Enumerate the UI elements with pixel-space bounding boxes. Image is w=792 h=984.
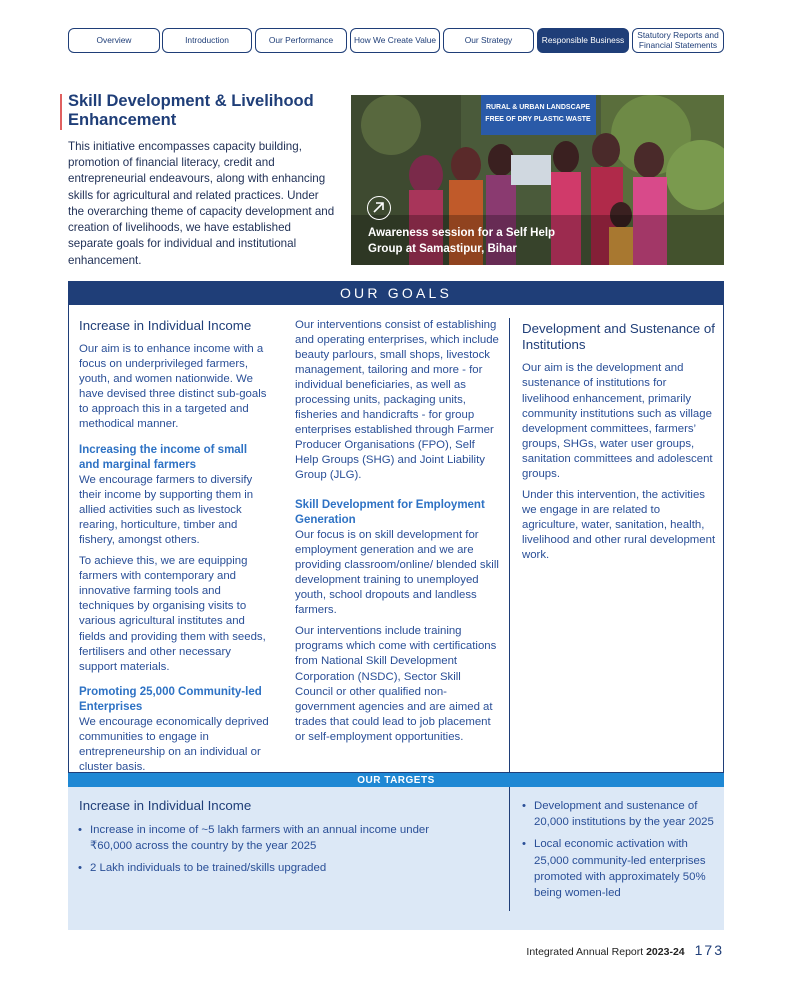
footer-report-year: 2023-24 xyxy=(646,946,685,958)
goal-paragraph: To achieve this, we are equipping farmers with contemporary and innovative farming tools and techniques by organising visits to various agricultural institutes and fields and providing them with seeds, fertilisers and other necessary support materials. xyxy=(79,555,266,673)
photo-banner-line2: FREE OF DRY PLASTIC WASTE xyxy=(485,116,591,123)
goals-header: OUR GOALS xyxy=(68,281,724,305)
goal-heading-individual-income: Increase in Individual Income xyxy=(79,318,252,333)
goal-paragraph: Our focus is on skill development for employment generation and we are providing classroom/online/ blended skill development training to unemployed youth, school dropouts and landless farmers. xyxy=(295,529,499,617)
page-footer xyxy=(526,942,724,958)
top-navigation xyxy=(68,28,724,54)
goals-column-interventions xyxy=(295,318,500,751)
goal-paragraph: Our aim is the development and sustenance of institutions for livelihood enhancement, primarily community institutions such as village development committees, farmers’ groups, SHGs, water user groups, sanitation committees and adolescent groups. xyxy=(522,362,713,480)
awareness-session-photo xyxy=(351,95,724,265)
targets-list-right xyxy=(522,798,718,907)
goals-column-institutions xyxy=(522,321,716,569)
section-title: Skill Development & Livelihood Enhancement xyxy=(68,92,314,130)
list-item: • Increase in income of ~5 lakh farmers with an annual income under ₹60,000 across the country by the year 2025 xyxy=(78,822,458,854)
list-item: • Local economic activation with 25,000 community-led enterprises promoted with approximately 50% being women-led xyxy=(522,836,718,901)
goal-paragraph: Our interventions include training programs which come with certifications from National Skill Development Corporation (NSDC), Sector Skill Council or other qualified non-government agencies and are aimed at trades that could lead to job placement or self-employment opportunities. xyxy=(295,625,497,743)
goal-paragraph: Our aim is to enhance income with a focus on underprivileged farmers, youth, and women nationwide. We have devised three distinct sub-goals to approach this in a targeted and methodical manner. xyxy=(79,343,267,431)
targets-header: OUR TARGETS xyxy=(68,773,724,787)
footer-report-name: Integrated Annual Report xyxy=(526,946,644,958)
subgoal-heading-enterprises: Promoting 25,000 Community-led Enterprises xyxy=(79,685,262,713)
subgoal-heading-farmers: Increasing the income of small and marginal farmers xyxy=(79,443,248,471)
section-intro: This initiative encompasses capacity building, promotion of financial literacy, credit and entrepreneurial endeavours, along with enhancing skills for agricultural and related practices. Under the overarching theme of capacity development and creation of livelihoods, we have established separate goals for individual and institutional enhancement. xyxy=(68,140,335,267)
goal-heading-institutions: Development and Sustenance of Institutions xyxy=(522,321,715,353)
nav-tab-how-we-create-value[interactable]: How We Create Value xyxy=(350,28,440,53)
goal-paragraph: We encourage economically deprived communities to engage in entrepreneurship on an individual or cluster basis. xyxy=(79,716,269,774)
targets-column-divider xyxy=(509,787,510,911)
nav-tab-overview[interactable]: Overview xyxy=(68,28,160,53)
goal-paragraph: We encourage farmers to diversify their income by supporting them in allied activities such as livestock rearing, horticulture, timber and fishery, amongst others. xyxy=(79,474,254,547)
targets-list-left xyxy=(78,822,458,883)
goal-paragraph: Under this intervention, the activities we engage in are related to agriculture, water, sanitation, health, livelihood and other rural development work. xyxy=(522,488,716,561)
goals-column-divider xyxy=(509,318,510,773)
arrow-up-right-icon xyxy=(367,196,391,220)
list-item: • Development and sustenance of 20,000 institutions by the year 2025 xyxy=(522,798,718,830)
goals-column-individual-income xyxy=(79,318,269,781)
nav-tab-our-strategy[interactable]: Our Strategy xyxy=(443,28,534,53)
photo-banner-line1: RURAL & URBAN LANDSCAPE xyxy=(485,104,591,111)
list-item: • 2 Lakh individuals to be trained/skills upgraded xyxy=(78,860,458,876)
footer-report-label xyxy=(526,946,684,958)
nav-tab-introduction[interactable]: Introduction xyxy=(162,28,252,53)
title-accent-rule xyxy=(60,94,62,130)
photo-caption: Awareness session for a Self Help Group at Samastipur, Bihar xyxy=(368,227,556,255)
subgoal-heading-skill-development: Skill Development for Employment Generation xyxy=(295,498,485,526)
nav-tab-responsible-business[interactable]: Responsible Business xyxy=(537,28,629,53)
nav-tab-statutory-reports[interactable]: Statutory Reports and Financial Statements xyxy=(632,28,724,53)
page-number: 173 xyxy=(694,942,724,958)
targets-heading-individual-income: Increase in Individual Income xyxy=(79,798,252,813)
goal-paragraph: Our interventions consist of establishing and operating enterprises, which include beauty parlours, small shops, livestock management, tailoring and more - for individual beneficiaries, as well as processing units, packaging units, fisheries and handicrafts - for group enterprises established through Farmer Producer Organisations (FPO), Self Help Groups (SHG) and Joint Liability Group (JLG). xyxy=(295,319,499,482)
nav-tab-our-performance[interactable]: Our Performance xyxy=(255,28,347,53)
